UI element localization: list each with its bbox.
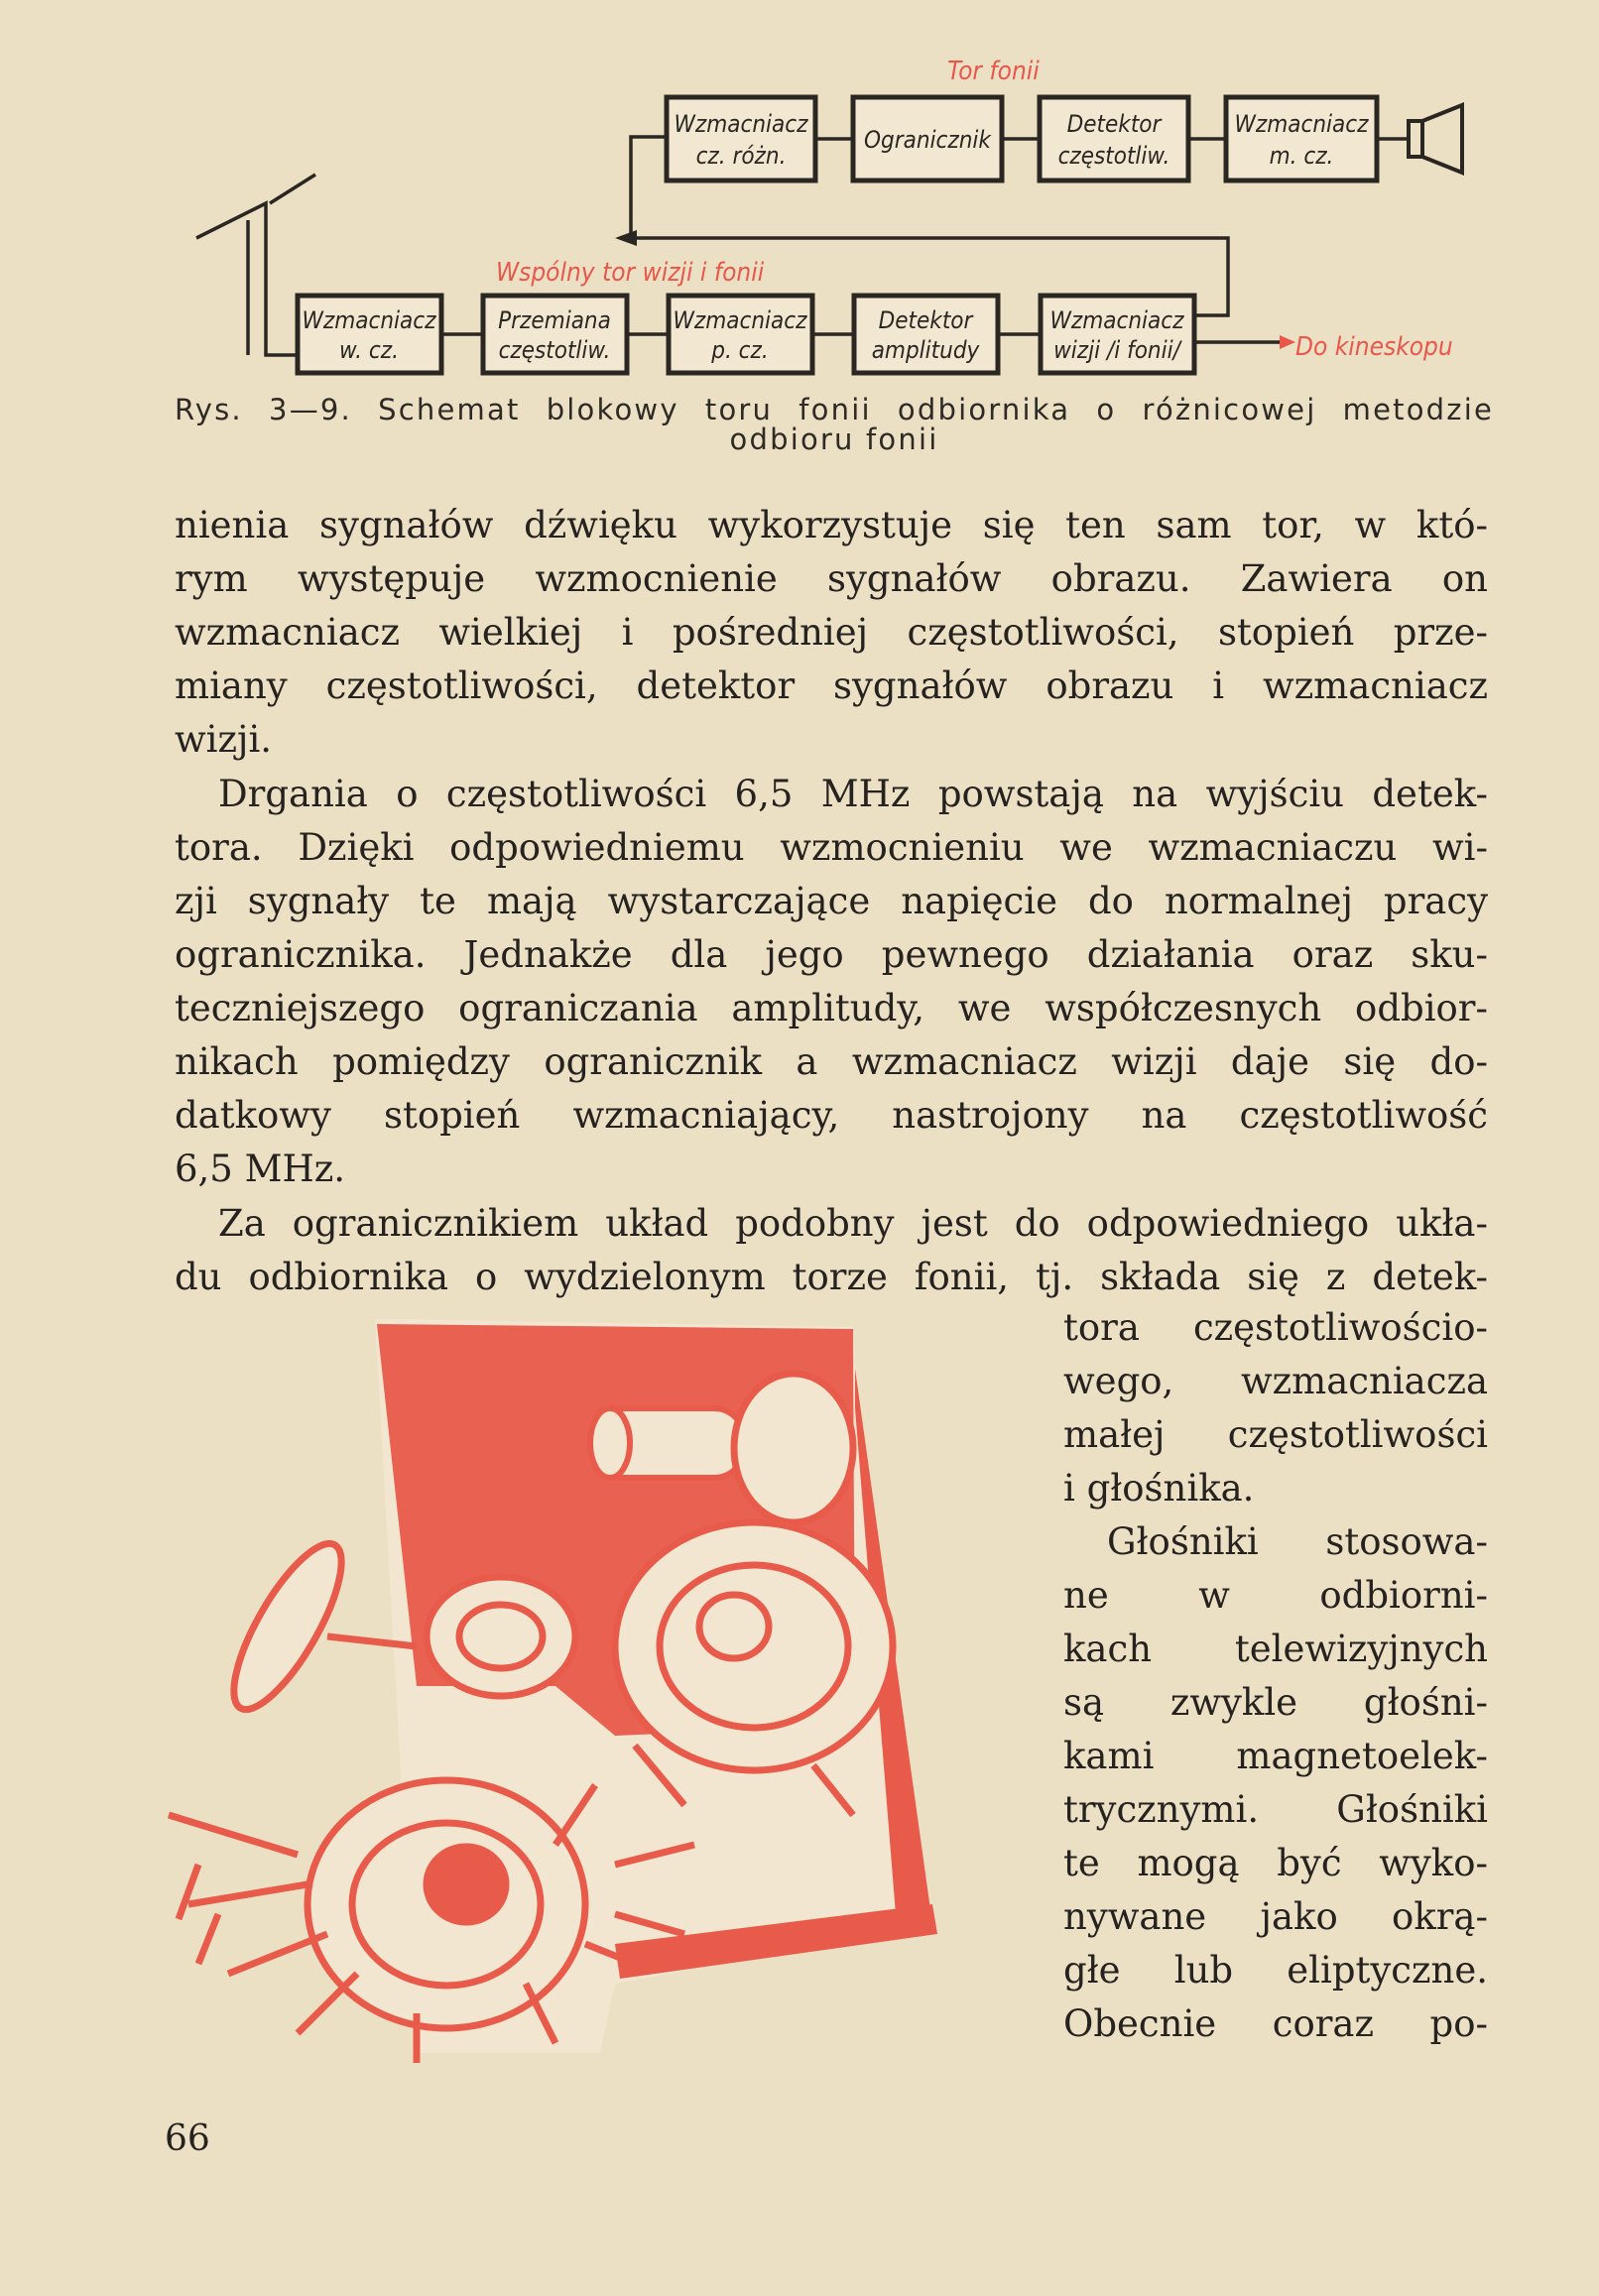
text-line: te mogą być wyko- (1063, 1842, 1488, 1884)
text-line: zji sygnały te mają wystarczające napięcie do normalnej pracy (175, 880, 1488, 922)
text-line: 6,5 MHz. (175, 1148, 346, 1190)
text-line: nienia sygnałów dźwięku wykorzystuje się ten sam tor, w któ- (175, 504, 1488, 546)
text-line: miany częstotliwości, detektor sygnałów obrazu i wzmacniacz (175, 665, 1488, 707)
text-line: wizji. (175, 718, 273, 761)
text-line: tora częstotliwościo- (1063, 1306, 1488, 1349)
text-line: wzmacniacz wielkiej i pośredniej częstotliwości, stopień prze- (175, 611, 1488, 654)
block-text: m. cz. (1269, 142, 1334, 170)
text-line: nywane jako okrą- (1063, 1895, 1488, 1938)
text-line: ne w odbiorni- (1063, 1574, 1488, 1617)
block-text: w. cz. (339, 336, 399, 364)
text-line: datkowy stopień wzmacniający, nastrojony na częstotliwość (175, 1094, 1488, 1137)
text-line: i głośnika. (1063, 1467, 1255, 1510)
text-line: teczniejszego ograniczania amplitudy, we współczesnych odbior- (175, 987, 1488, 1029)
caption-line: Rys. 3—9. Schemat blokowy toru fonii odbiornika o różnicowej metodzie (175, 393, 1494, 426)
block-text: Przemiana (498, 306, 611, 334)
text-line: głe lub eliptyczne. (1063, 1949, 1488, 1992)
text-line: kach telewizyjnych (1063, 1628, 1488, 1670)
block-text: Wzmacniacz (302, 306, 436, 334)
block-text: Detektor (878, 306, 973, 334)
block-text: p. cz. (711, 336, 769, 364)
page-number: 66 (165, 2118, 210, 2159)
text-line: kami magnetoelek- (1063, 1735, 1488, 1777)
text-line: tora. Dzięki odpowiedniemu wzmocnieniu we wzmacniaczu wi- (175, 826, 1488, 869)
block-text: Wzmacniacz (674, 110, 808, 138)
block-text: Wzmacniacz (1234, 110, 1369, 138)
text-line: Drgania o częstotliwości 6,5 MHz powstają na wyjściu detek- (218, 773, 1488, 815)
text-line: wego, wzmacniacza (1063, 1360, 1488, 1402)
label-to-picture-tube: Do kineskopu (1295, 332, 1453, 362)
block-text: częstotliw. (498, 336, 611, 364)
text-line: są zwykle głośni- (1063, 1681, 1488, 1724)
block-text: Wzmacniacz (1049, 306, 1184, 334)
block-text: Wzmacniacz (673, 306, 807, 334)
text-line: rym występuje wzmocnienie sygnałów obrazu. Zawiera on (175, 557, 1488, 600)
block-text: częstotliw. (1057, 142, 1170, 170)
label-sound-path: Tor fonii (947, 57, 1040, 86)
label-shared-path: Wspólny tor wizji i fonii (496, 258, 765, 288)
text-line: Za ogranicznikiem układ podobny jest do odpowiedniego ukła- (218, 1202, 1488, 1245)
block-text: Detektor (1066, 110, 1162, 138)
text-line: du odbiornika o wydzielonym torze fonii, tj. składa się z detek- (175, 1256, 1488, 1298)
text-line: ogranicznika. Jednakże dla jego pewnego działania oraz sku- (175, 933, 1488, 976)
text-line: nikach pomiędzy ogranicznik a wzmacniacz wizji daje się do- (175, 1040, 1488, 1083)
block-text: cz. różn. (695, 142, 787, 170)
text-line: małej częstotliwości (1063, 1413, 1488, 1456)
text-line: trycznymi. Głośniki (1063, 1788, 1488, 1831)
block-text: wizji /i fonii/ (1053, 336, 1180, 364)
text-line: Głośniki stosowa- (1107, 1520, 1488, 1563)
block-text: amplitudy (871, 336, 980, 364)
text-line: Obecnie coraz po- (1063, 2002, 1488, 2045)
block-text: Ogranicznik (864, 126, 991, 154)
caption-line: odbioru fonii (729, 423, 939, 456)
